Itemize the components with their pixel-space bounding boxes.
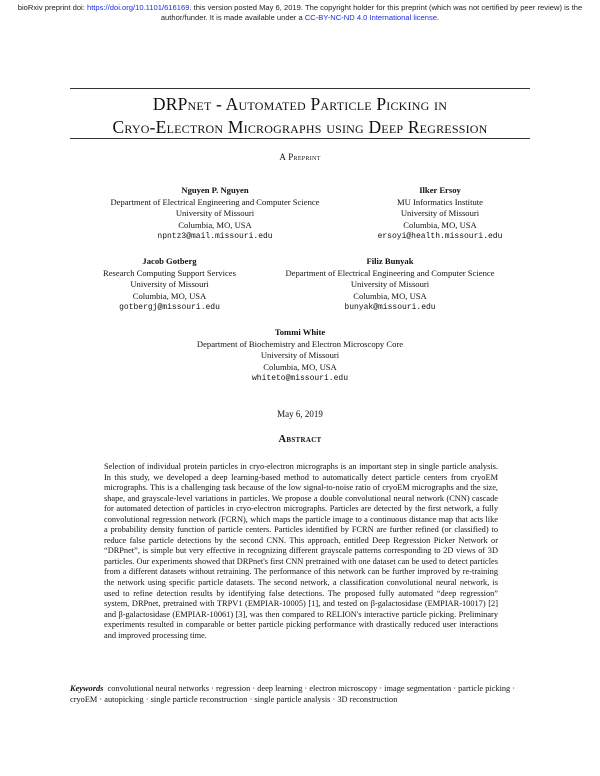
author-name: Tommi White xyxy=(274,327,326,337)
author-name: Jacob Gotberg xyxy=(142,256,197,266)
doi-link[interactable]: https://doi.org/10.1101/616169 xyxy=(86,3,190,12)
author-institution: University of Missouri xyxy=(260,350,340,361)
author-location: Columbia, MO, USA xyxy=(132,290,207,301)
author-institution: University of Missouri xyxy=(400,208,480,219)
author-affiliation: Department of Biochemistry and Electron Microscopy Core xyxy=(196,338,404,349)
keywords-list: convolutional neural networks · regression · deep learning · electron microscopy · image segmentation · particle picking · cryoEM · autopicking · single particle reconstruction · single particle analysis · 3D reconstruction xyxy=(70,684,516,704)
author-email[interactable]: ersoyi@health.missouri.edu xyxy=(377,232,503,242)
publication-date: May 6, 2019 xyxy=(277,409,323,419)
author-institution: University of Missouri xyxy=(130,279,209,290)
author-location: Columbia, MO, USA xyxy=(178,219,252,230)
author-block xyxy=(150,327,450,385)
author-email[interactable]: npntz3@mail.missouri.edu xyxy=(157,232,273,242)
paper-title xyxy=(60,93,540,139)
abstract-heading: Abstract xyxy=(278,434,322,445)
author-location: Columbia, MO, USA xyxy=(263,361,337,372)
keywords-section xyxy=(70,684,536,706)
author-institution: University of Missouri xyxy=(175,208,255,219)
author-location: Columbia, MO, USA xyxy=(353,290,427,301)
title-rule-bottom xyxy=(70,138,530,139)
author-affiliation: MU Informatics Institute xyxy=(397,196,483,207)
author-email[interactable]: bunyak@missouri.edu xyxy=(344,303,436,313)
author-institution: University of Missouri xyxy=(350,279,430,290)
author-block xyxy=(360,185,520,243)
author-affiliation: Department of Electrical Engineering and Computer Science xyxy=(110,196,320,207)
license-link[interactable]: CC-BY-NC-ND 4.0 International license xyxy=(304,13,438,22)
author-block xyxy=(82,256,257,314)
author-affiliation: Department of Electrical Engineering and Computer Science xyxy=(285,267,495,278)
banner-middle: . this version posted May 6, 2019. The copyright holder for this preprint (which was not certified by peer review) is the author/funder. It is made available under a xyxy=(160,3,583,22)
title-line-1: DRPnet - Automated Particle Picking in xyxy=(152,94,448,114)
title-line-2: Cryo-Electron Micrographs using Deep Regression xyxy=(112,117,488,137)
banner-prefix: bioRxiv preprint doi: xyxy=(17,3,87,12)
preprint-banner xyxy=(14,3,586,23)
preprint-label: A Preprint xyxy=(279,152,321,162)
author-location: Columbia, MO, USA xyxy=(403,219,477,230)
author-name: Filiz Bunyak xyxy=(366,256,414,266)
author-email[interactable]: gotbergj@missouri.edu xyxy=(119,303,220,313)
keywords-heading: Keywords xyxy=(70,684,104,693)
author-name: Nguyen P. Nguyen xyxy=(181,185,249,195)
abstract-text: Selection of individual protein particles in cryo-electron micrographs is an important step in single particle analysis. In this study, we developed a deep learning-based method to automatically detect particle centers from cryoEM micrographs. This is a challenging task because of the low signal-to-noise ratio of cryoEM micrographs and the size, shape, and grayscale-level variations in particles. We propose a double convolutional neural network (CNN) cascade for automated detection of particles in cryo-electron micrographs. Particles are detected by the first network, a fully convolutional regression network (FCRN), which maps the particle image to a continuous distance map that acts like a probability density function of particle centers. Particles identified by FCRN are further refined (or classified) to reduce false particle detections by the second CNN. This approach, entitled Deep Regression Picker Network or “DRPnet”, is simple but very effective in recognizing different grayscale patterns corresponding to 2D views of 3D particles. Our experiments showed that DRPnet's first CNN pretrained with one dataset can be used to detect particles from a different datasets without retraining. The performance of this network can be further improved by re-training the network using specific particle datasets. The second network, a classification convolutional neural network, is used to refine detection results by identifying false detections. The proposed fully automated “deep regression” system, DRPnet, pretrained with TRPV1 (EMPIAR-10005) [1], and tested on β-galactosidase (EMPIAR-10017) [2] and β-galactosidase (EMPIAR-10061) [3], was then compared to RELION's interactive particle picking. Preliminary experiments resulted in comparable or better particle picking performance with drastically reduced user interactions and improved processing time. xyxy=(104,462,498,640)
author-email[interactable]: whiteto@missouri.edu xyxy=(251,374,348,384)
banner-suffix: . xyxy=(437,13,440,22)
author-block xyxy=(262,256,518,314)
title-rule-top xyxy=(70,88,530,89)
author-block xyxy=(90,185,340,243)
author-affiliation: Research Computing Support Services xyxy=(103,267,236,278)
author-name: Ilker Ersoy xyxy=(419,185,461,195)
